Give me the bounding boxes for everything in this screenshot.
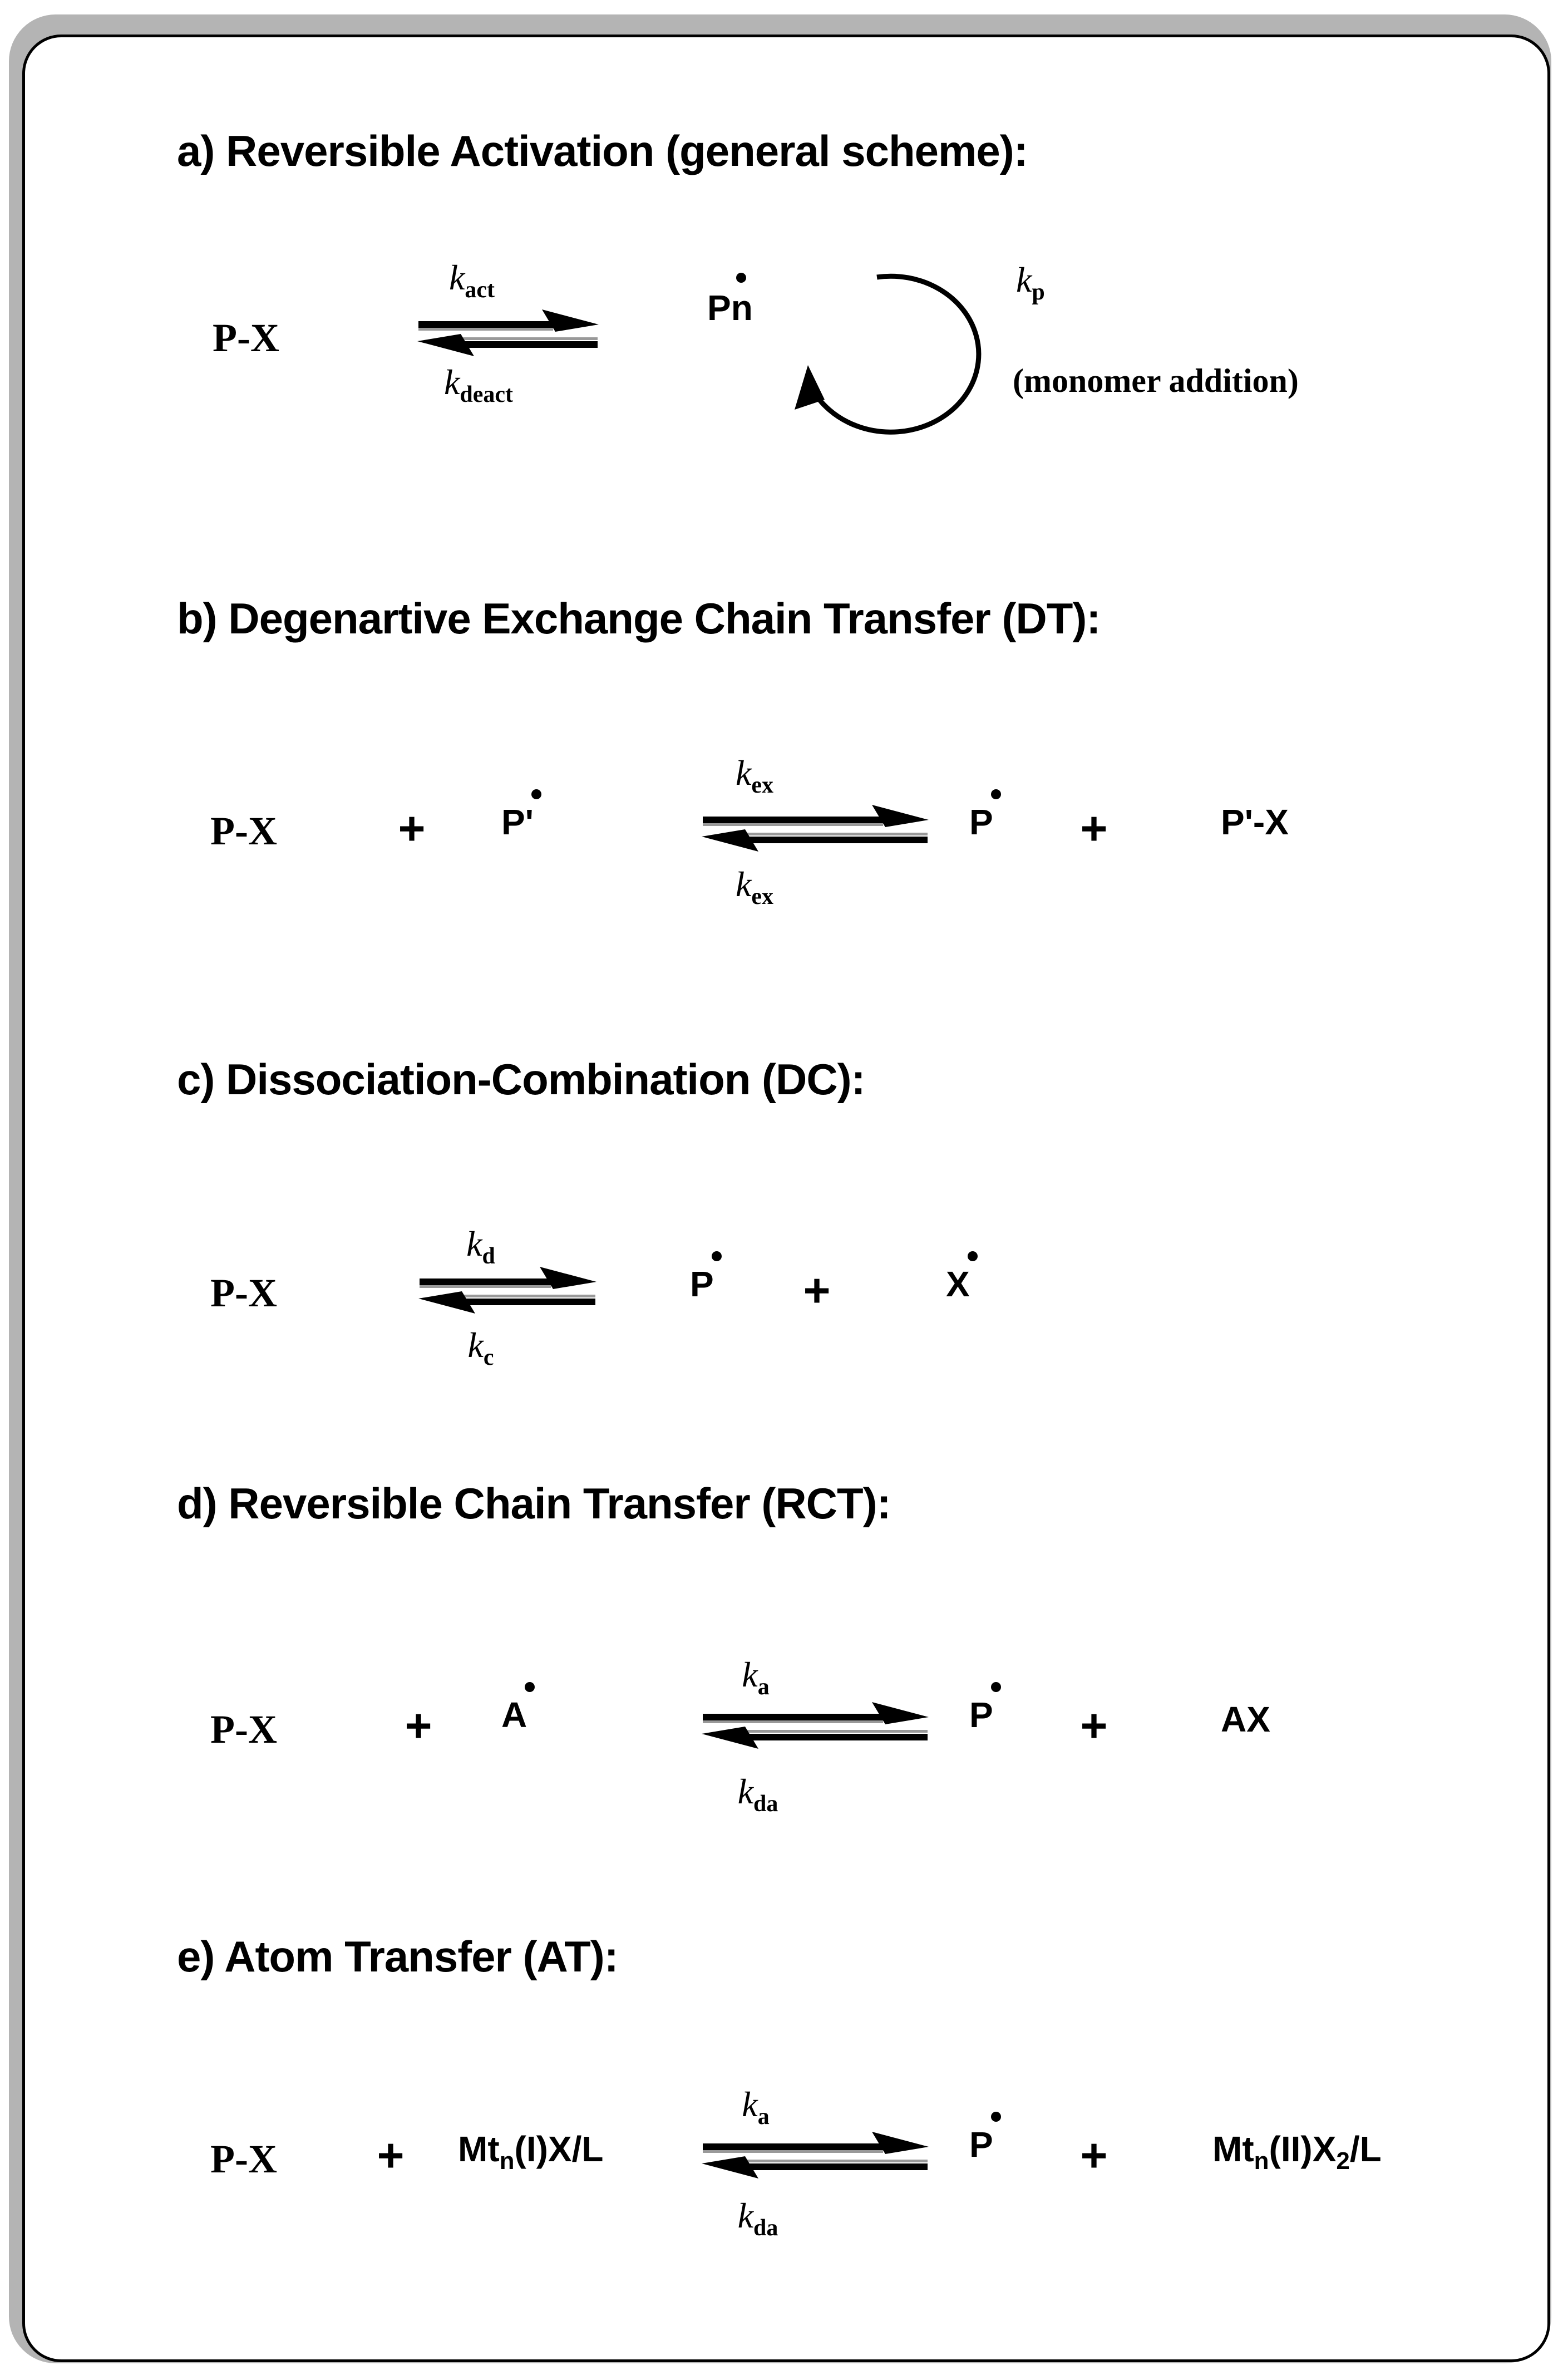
species-subscript: n — [1254, 2147, 1269, 2175]
k-symbol: k — [742, 1655, 758, 1694]
plus-sign: + — [1080, 2129, 1108, 2181]
species-label: Mt — [1212, 2129, 1254, 2169]
k-subscript: c — [483, 1344, 494, 1370]
radical-dot-icon — [991, 2112, 1001, 2122]
plus-sign: + — [1080, 1699, 1108, 1752]
scheme-a-product-radical — [707, 287, 753, 328]
scheme-c-product2-radical — [946, 1263, 970, 1305]
monomer-addition-note: (monomer addition) — [1013, 362, 1299, 399]
species-label: (I)X/L — [514, 2129, 604, 2169]
k-subscript: da — [753, 2215, 778, 2241]
k-symbol: k — [467, 1325, 484, 1365]
rate-constant-kdeact — [443, 362, 514, 407]
species-label: /L — [1349, 2129, 1382, 2169]
rate-constant-kda — [737, 2195, 778, 2241]
scheme-e-heading: e) Atom Transfer (AT): — [177, 1932, 618, 1981]
k-symbol: k — [737, 2196, 754, 2235]
propagation-cycle-icon — [795, 272, 988, 439]
scheme-d-reactant1: P-X — [210, 1707, 277, 1752]
k-symbol: k — [443, 362, 460, 402]
species-label: (II)X — [1269, 2129, 1337, 2169]
k-symbol: k — [448, 258, 465, 297]
plus-sign: + — [803, 1264, 831, 1316]
k-symbol: k — [466, 1224, 482, 1263]
rate-constant-kd — [466, 1223, 495, 1269]
scheme-e-product2 — [1212, 2128, 1382, 2175]
radical-dot-icon — [531, 789, 541, 799]
k-subscript: act — [465, 277, 495, 303]
figure-card — [22, 35, 1550, 2362]
plus-sign: + — [377, 2129, 405, 2181]
radical-dot-icon — [736, 273, 746, 283]
k-subscript: a — [757, 1674, 770, 1700]
species-label: P' — [501, 802, 534, 842]
rate-constant-kc — [467, 1325, 494, 1370]
scheme-c-heading: c) Dissociation-Combination (DC): — [177, 1055, 865, 1104]
equilibrium-arrows-icon — [701, 2132, 930, 2179]
species-label: P — [969, 2125, 993, 2165]
equilibrium-arrows-icon — [701, 805, 930, 852]
k-symbol: k — [742, 2084, 758, 2124]
k-subscript: a — [757, 2103, 770, 2130]
rate-constant-ka — [742, 2084, 770, 2130]
species-label: P — [690, 1264, 714, 1304]
species-label: P — [969, 802, 993, 842]
scheme-c-reactant: P-X — [210, 1271, 277, 1315]
species-label: A — [501, 1695, 527, 1735]
scheme-d-product1-radical — [969, 1694, 993, 1735]
k-subscript: d — [482, 1243, 495, 1269]
scheme-d-product2: AX — [1221, 1699, 1270, 1739]
scheme-b-product2: P'-X — [1221, 802, 1289, 842]
k-subscript: da — [753, 1791, 778, 1817]
equilibrium-arrows-icon — [417, 1267, 598, 1314]
scheme-e-product1-radical — [969, 2124, 993, 2165]
k-symbol: k — [1016, 260, 1032, 299]
rate-constant-kex-forward — [735, 753, 774, 798]
plus-sign: + — [398, 802, 426, 854]
plus-sign: + — [1080, 802, 1108, 854]
scheme-a-reactant: P-X — [213, 316, 279, 360]
scheme-b-heading: b) Degenartive Exchange Chain Transfer (DT): — [177, 594, 1101, 643]
radical-dot-icon — [991, 1682, 1001, 1692]
scheme-d-heading: d) Reversible Chain Transfer (RCT): — [177, 1479, 891, 1528]
scheme-d-reactant2-radical — [501, 1694, 527, 1735]
k-subscript: ex — [751, 772, 774, 798]
equilibrium-arrows-icon — [416, 309, 600, 356]
k-subscript: ex — [751, 883, 774, 909]
rate-constant-kact — [448, 257, 495, 303]
scheme-c-product1-radical — [690, 1263, 714, 1305]
k-subscript: p — [1032, 279, 1045, 305]
species-subscript: n — [499, 2147, 515, 2175]
radical-dot-icon — [968, 1251, 978, 1261]
scheme-e-reactant2 — [458, 2128, 604, 2175]
rate-constant-kda — [737, 1771, 778, 1817]
rate-constant-ka — [742, 1654, 770, 1700]
k-symbol: k — [737, 1772, 754, 1811]
k-symbol: k — [735, 753, 752, 793]
species-subscript: 2 — [1336, 2147, 1350, 2175]
scheme-b-reactant2-radical — [501, 801, 534, 843]
species-label: P — [969, 1695, 993, 1735]
scheme-b-reactant1: P-X — [210, 809, 277, 853]
rate-constant-kp — [1016, 259, 1045, 305]
species-label: Pn — [707, 288, 753, 328]
radical-dot-icon — [712, 1251, 722, 1261]
scheme-a-heading: a) Reversible Activation (general scheme): — [177, 126, 1028, 175]
species-label: Mt — [458, 2129, 500, 2169]
scheme-e-reactant1: P-X — [210, 2137, 277, 2181]
scheme-b-product1-radical — [969, 801, 993, 843]
radical-dot-icon — [991, 789, 1001, 799]
k-subscript: deact — [460, 381, 514, 407]
plus-sign: + — [405, 1699, 432, 1752]
rate-constant-kex-reverse — [735, 864, 774, 909]
species-label: X — [946, 1264, 970, 1304]
equilibrium-arrows-icon — [701, 1702, 930, 1749]
k-symbol: k — [735, 864, 752, 904]
